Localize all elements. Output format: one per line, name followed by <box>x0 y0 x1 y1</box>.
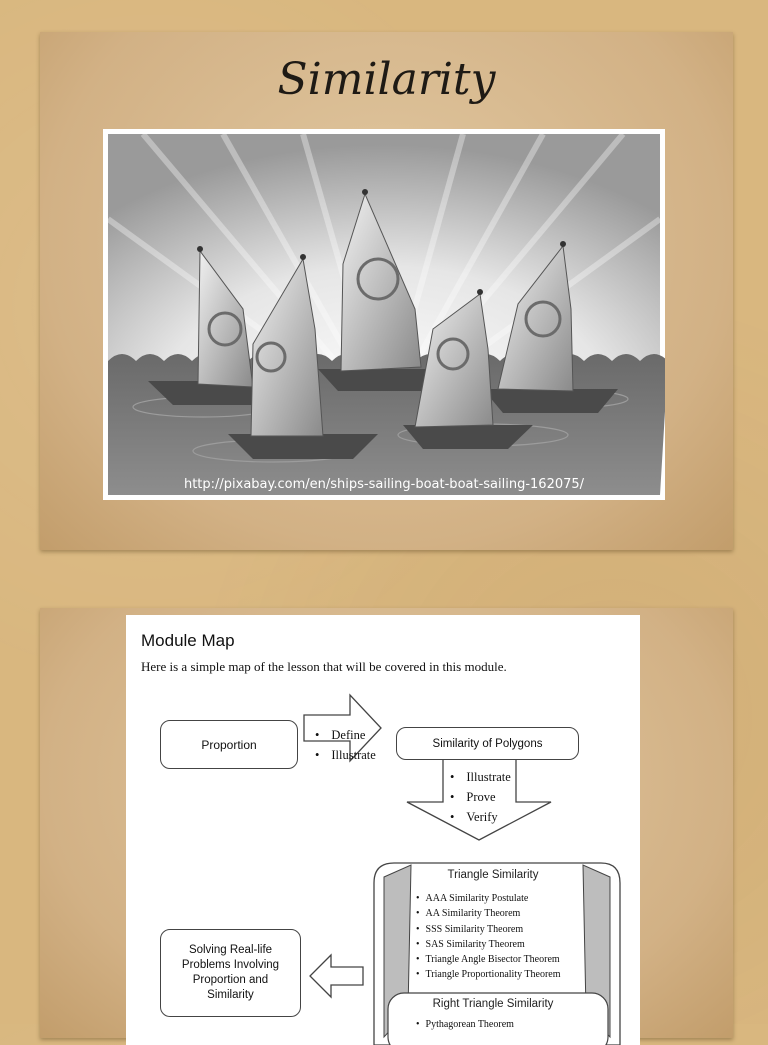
module-map-page <box>126 615 640 1045</box>
solving-line: Problems Involving <box>181 959 280 971</box>
proportion-box: Proportion <box>160 720 298 769</box>
theorem-item: • AAA Similarity Postulate <box>416 891 561 906</box>
arrow1-item: • Illustrate <box>315 745 376 765</box>
triangle-similarity-box <box>374 855 612 1045</box>
arrow1-item: • Define <box>315 725 376 745</box>
theorem-item: • AA Similarity Theorem <box>416 906 561 921</box>
arrow2-item: • Verify <box>450 807 511 827</box>
slide-title: Similarity <box>277 54 496 105</box>
triangle-similarity-title: Triangle Similarity <box>447 869 539 881</box>
right-triangle-similarity-title: Right Triangle Similarity <box>432 998 554 1010</box>
image-credit: http://pixabay.com/en/ships-sailing-boat-boat-sailing-162075/ <box>183 477 585 492</box>
solving-problems-box <box>160 929 301 1017</box>
theorem-item: • SSS Similarity Theorem <box>416 922 561 937</box>
right-triangle-similarity-list <box>416 1019 514 1030</box>
theorem-item: • Triangle Proportionality Theorem <box>416 967 561 982</box>
module-map-slide <box>40 608 733 1038</box>
solving-line: Proportion and <box>192 974 269 986</box>
module-map-heading: Module Map <box>141 631 235 650</box>
title-slide <box>40 32 733 550</box>
triangle-similarity-list <box>416 891 561 983</box>
arrow2-item: • Prove <box>450 787 511 807</box>
similarity-polygons-box: Similarity of Polygons <box>396 727 579 760</box>
arrow2-item: • Illustrate <box>450 767 511 787</box>
arrow2-list <box>450 767 511 827</box>
theorem-item: • SAS Similarity Theorem <box>416 937 561 952</box>
theorem-item: • Pythagorean Theorem <box>416 1019 514 1030</box>
solving-line: Similarity <box>207 989 254 1001</box>
solving-line: Solving Real-life <box>188 944 273 956</box>
theorem-item: • Triangle Angle Bisector Theorem <box>416 952 561 967</box>
arrow1-list <box>315 725 376 765</box>
sailboats-image <box>103 129 665 500</box>
module-map-intro: Here is a simple map of the lesson that will be covered in this module. <box>141 659 507 674</box>
